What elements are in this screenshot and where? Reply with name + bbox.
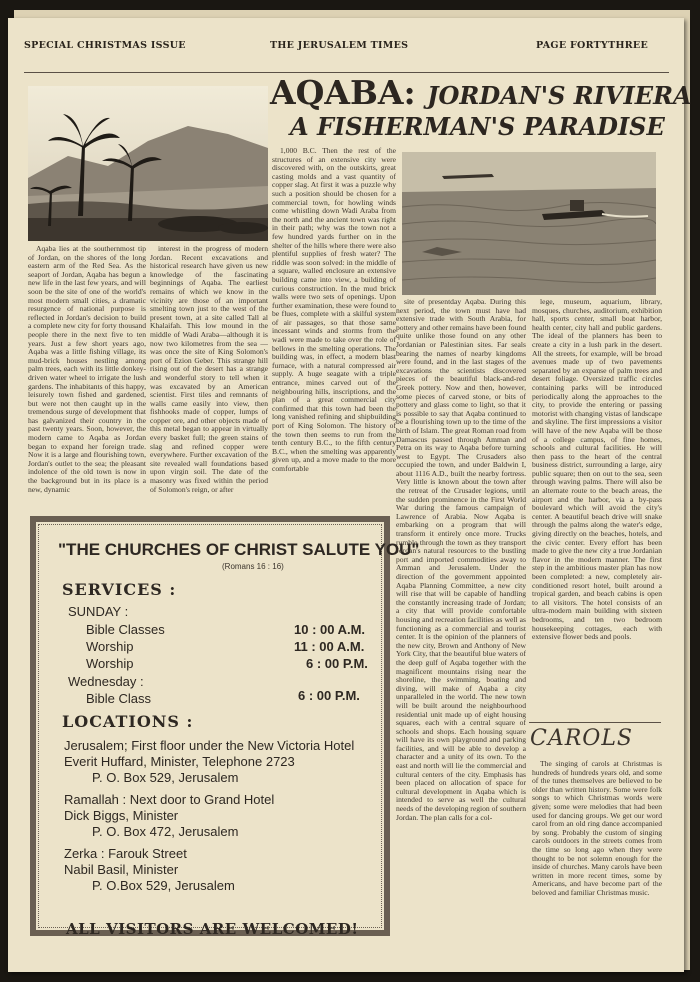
photo-boat-gulf-image: [402, 152, 656, 295]
ad-location-line: Nabil Basil, Minister: [64, 862, 179, 877]
ad-sunday-label: SUNDAY :: [68, 604, 129, 619]
ad-service-time: 11 : 00 A.M.: [294, 639, 365, 654]
headline-fishermans-paradise: A FISHERMAN'S PARADISE: [290, 112, 665, 141]
headline-main: [270, 73, 692, 113]
carols-top-rule: [529, 722, 661, 723]
article-column-4-text: lege, museum, aquarium, library, mosques, churches, auditorium, exhibition hall, sports center, small boat harbor, health center, city hall and public gardens. The ideal of the planners has been to create a city in a lush park in the desert. All the streets, for example, will be broad avenues made up of two pavements separated by an expanse of palm trees and desert foliage. Oversized traffic circles containing parks will be introduced periodically along the approaches to the city, to provide the entering or passing motorist with changing vistas of landscape and skyline. The first impressions a visitor will have of the new Aqaba will be those of a college campus, of fine homes, schools and cultural facilities. He will then pass to the heart of the central business district, surrounding a large, airy public square; then on out to the sea, seen through waving palms. There will also be an alternate route to the beach areas, the airport and the harbor, via a by-pass boulevard which will avoid the city's center. A beautiful beach drive will snake through the palms along the water's edge, giving directly on the beaches, hotels, and the civic center. Every effort has been made to give the new city a true Jordanian flavor in the modern manner. The first step in the ambitious master plan has now been completed: a new, completely air-conditioned resort hotel, built around a tropical garden, and beach cabins is open to all visitors. The hotel consists of an ultra-modern main building with sixteen bedrooms, and ten two bedroom housekeeping cottages, each with extensive flower beds and pools.: [532, 298, 662, 642]
article-column-4: [532, 298, 662, 718]
ad-service-label: Bible Classes: [86, 622, 165, 637]
header-page-number: PAGE FORTYTHREE: [536, 40, 649, 51]
article-column-1: [28, 245, 146, 513]
photo-boat-gulf: [402, 152, 656, 295]
header-issue-label: SPECIAL CHRISTMAS ISSUE: [24, 40, 186, 51]
ad-location-line: P. O. Box 529, Jerusalem: [92, 770, 239, 785]
article-column-2-text: interest in the progress of modern Jordan. Recent excavations and historical research have given us new knowledge of the fascinating beginnings of Aqaba. The earliest remains of which we know in the vicinity are those of an important smelting town just to the west of the present town, at a site called Tall al Khalaifah. This low mound in the middle of Wadi Araba—although it is now two kilometres from the sea — was once the site of King Solomon's port of Ezion Geber. This strange hill rising out of the desert has a strange and wonderful story to tell when it was excavated by an American scientist. First tiles and remnants of walls came easily into view, then fishhooks made of copper, lumps of copper ore, and other objects made of this metal began to appear in virtually every basket full; the green stains of slag and refined copper were everywhere. Further excavation of the site revealed wall foundations based upon virgin soil. The date of the masonry was fixed within the period of Solomon's reign, or after: [150, 245, 268, 494]
carols-column: [532, 760, 662, 940]
ad-wed-service-label: Bible Class: [86, 691, 152, 706]
ad-wed-service-time: 6 : 00 P.M.: [298, 688, 360, 703]
ad-scripture-ref: (Romans 16 : 16): [222, 562, 284, 571]
ad-service-time: 6 : 00 P.M.: [306, 656, 368, 671]
ad-service-label: Worship: [86, 656, 134, 671]
ad-location-line: Jerusalem; First floor under the New Victoria Hotel: [64, 738, 355, 753]
ad-locations-heading: LOCATIONS :: [62, 712, 194, 731]
article-column-2: [150, 245, 268, 513]
header-paper-name: THE JERUSALEM TIMES: [270, 40, 409, 51]
carols-heading: CAROLS: [530, 726, 634, 751]
ad-location-line: P. O. Box 472, Jerusalem: [92, 824, 239, 839]
article-column-3-text: 1,000 B.C. Then the rest of the structures of an extensive city were discovered with, on the outskirts, great casting molds and a vast quantity of copper slag. At first it was a puzzle why such a position should be chosen for a commercial town, for howling winds come whistling down Wadi Araba from the north and the ancient town was right in their path; why was the town not a few hundred yards further on in the shelter of the hills where there were also plentiful supplies of fresh water? The riddle was soon solved: in the middle of a square, walled enclosure an extensive building came into view, a building of curious construction. In the mud brick walls were two sets of openings. Upon further examination, these were found to be flues, complete with a skilful system of air passages, so that those same incessant winds and storms from the wadi were made to take over the role of bellows in the smelting operations. The building was, in effect, a modern blast furnace, with a natural compressed air supply. A huge seagate with a triple entrance, mines carved out of the neighbouring hills, inscriptions, and the plan of a great commercial city confirmed that this town had been the long vanished refining and shipbuilding port of King Solomon. The history of the town then seems to run from the tenth century B.C., to the fifth century B.C., when the smelting was apparently given up, and a move made to the more comfortable: [272, 147, 396, 473]
ad-footer-welcome: ALL VISITORS ARE WELCOMED!: [66, 920, 359, 938]
churches-of-christ-ad: [30, 516, 420, 938]
article-column-1-text: Aqaba lies at the southernmost tip of Jordan, on the shores of the long eastern arm of the Red Sea. As the seaport of Jordan, Aqaba has begun a new life in the last few years, and will soon be the site of one of the world's most modern small cities, a dramatic resurgence of national purpose is reflected in Jordan's decision to build a complete new city for forty thousand people there in the next five to ten years. Just a few short years ago, Aqaba was a little fishing village, its mud-brick houses nestling among palm trees, each with its little donkey-driven water wheel to irrigate the lush gardens. The inhabitants of this happy, leisurely town fished and gardened, but were not then caught up in the tremendous surge of development that has galvanized their country in the past twenty years. Soon, however, the modern came to Aqaba as Jordan began to expand her foreign trade. Now it is a large and flourishing town, Jordan's outlet to the sea; the pleasant indolence of the old town is now in the background but in its place is a new, dynamic: [28, 245, 146, 494]
article-column-3b: [396, 298, 526, 940]
carols-text: The singing of carols at Christmas is hundreds of hundreds years old, and some of the tunes themselves are believed to be older than written history. Some were folk songs to which Christmas words were given; some were melodies that had been used for dancing groups. We get our word carol from an old ring dance accompanied by song. Probably the custom of singing carols outdoors in the streets comes from the time so long ago when they were thought to be not solemn enough for the inside of churches. Many carols have been written in more recent times, some by Americans, and have become part of the beloved and familiar Christmas music.: [532, 760, 662, 897]
headline-jordans-riviera: JORDAN'S RIVIERA: [427, 81, 692, 110]
photo-aqaba-palms: [28, 86, 268, 241]
ad-services-heading: SERVICES :: [62, 580, 177, 599]
ad-location-line: Ramallah : Next door to Grand Hotel: [64, 792, 275, 807]
ad-location-line: Dick Biggs, Minister: [64, 808, 179, 823]
photo-aqaba-palms-image: [28, 86, 268, 241]
ad-service-label: Worship: [86, 639, 134, 654]
ad-service-time: 10 : 00 A.M.: [294, 622, 366, 637]
article-column-3b-text: site of presentday Aqaba. During this next period, the town must have had extensive trade with South Arabia, for pottery and other remains have been found quite unlike those found on any other Jordanian or Palestinian sites. Far seals bearing the names of nearby kingdoms were found, and in the last stages of the excavations the scientists discovered pieces of the beautiful black-and-red Greek pottery. Now and then, however, some pieces of carved stone, or bits of pottery and glass come to light, so that it is possible to say that Aqaba continued to be a flourishing town up to the time of the birth of Islam. The great Roman road from Damascus passed through Amman and Petra on its way to Aqaba before turning west to Egypt. The Crusaders also occupied the town, and under Baldwin I, about 1116 A.D., built the nearby fortress. Very little is known about the town after the retreat of the Crusader legions, until the sudden prominence in the First World War during the famous campaign of Lawrence of Arabia. Now Aqaba is embarking on a program that will transform it entirely once more. Trucks rumble through the town as they transport Jordan's natural resources to the bustling port and imported commodities away to Amman and Jerusalem. Under the direction of the government appointed Aqaba Planning Committee, a new city will rise that will be capable of handling the constantly increasing trade of Jordan; a city that will provide comfortable housing and recreation facilities as well as functioning as a commercial and tourist center. It is the opinion of the planners of the new city, Brown and Anthony of New York City, that the beautiful blue waters of the deep gulf of Aqaba together with the magnificent mountains rising near the shoreline, the swimming, boating and diving, will make of Aqaba a city unparalleled in the world. The new town will be built around the neighbourhood residential unit made up of eight housing squares, each with a central square of schools and shops. Each housing square will have its own playground and parking facilities, and will be able to develop a character and a unity of its own. To the east and north will lie the commercial and cultural centers of the city. Emphasis has been placed on allocation of space for cultural development in Aqaba which is intended to serve as well the cultural needs of the developing region of southern Jordan. The plan calls for a col-: [396, 298, 526, 822]
ad-location-line: P. O.Box 529, Jerusalem: [92, 878, 235, 893]
headline-aqaba: AQABA:: [270, 73, 416, 112]
article-column-3: [272, 147, 396, 514]
ad-title: "THE CHURCHES OF CHRIST SALUTE YOU": [58, 540, 420, 559]
ad-wednesday-label: Wednesday :: [68, 674, 144, 689]
ad-location-line: Zerka : Farouk Street: [64, 846, 187, 861]
ad-location-line: Everit Huffard, Minister, Telephone 2723: [64, 754, 295, 769]
